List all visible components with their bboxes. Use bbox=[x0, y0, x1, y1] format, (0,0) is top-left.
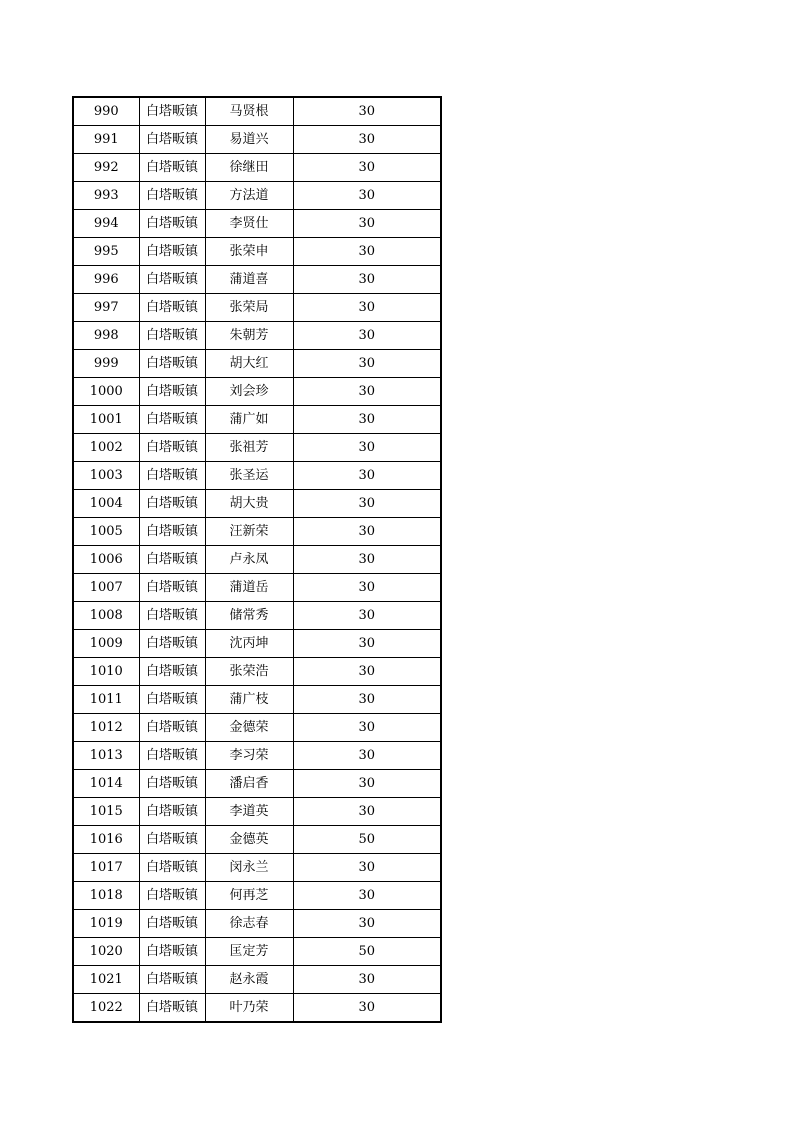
town-cell: 白塔畈镇 bbox=[139, 518, 205, 546]
row-number-cell: 1009 bbox=[73, 630, 139, 658]
town-cell: 白塔畈镇 bbox=[139, 630, 205, 658]
amount-cell: 30 bbox=[293, 434, 441, 462]
town-cell: 白塔畈镇 bbox=[139, 602, 205, 630]
row-number-cell: 994 bbox=[73, 210, 139, 238]
town-cell: 白塔畈镇 bbox=[139, 294, 205, 322]
row-number-cell: 991 bbox=[73, 126, 139, 154]
amount-cell: 30 bbox=[293, 322, 441, 350]
town-cell: 白塔畈镇 bbox=[139, 938, 205, 966]
row-number-cell: 1007 bbox=[73, 574, 139, 602]
row-number-cell: 1012 bbox=[73, 714, 139, 742]
town-cell: 白塔畈镇 bbox=[139, 350, 205, 378]
amount-cell: 30 bbox=[293, 210, 441, 238]
table-row bbox=[73, 462, 441, 490]
table-row bbox=[73, 910, 441, 938]
amount-cell: 30 bbox=[293, 238, 441, 266]
person-name-cell: 刘会珍 bbox=[205, 378, 293, 406]
amount-cell: 30 bbox=[293, 630, 441, 658]
amount-cell: 30 bbox=[293, 714, 441, 742]
amount-cell: 30 bbox=[293, 658, 441, 686]
table-body bbox=[73, 97, 441, 1022]
row-number-cell: 1019 bbox=[73, 910, 139, 938]
table-row bbox=[73, 434, 441, 462]
amount-cell: 30 bbox=[293, 574, 441, 602]
row-number-cell: 1010 bbox=[73, 658, 139, 686]
person-name-cell: 匡定芳 bbox=[205, 938, 293, 966]
row-number-cell: 992 bbox=[73, 154, 139, 182]
person-name-cell: 张圣运 bbox=[205, 462, 293, 490]
person-name-cell: 马贤根 bbox=[205, 97, 293, 126]
row-number-cell: 995 bbox=[73, 238, 139, 266]
town-cell: 白塔畈镇 bbox=[139, 182, 205, 210]
amount-cell: 30 bbox=[293, 490, 441, 518]
town-cell: 白塔畈镇 bbox=[139, 714, 205, 742]
town-cell: 白塔畈镇 bbox=[139, 406, 205, 434]
table-row bbox=[73, 210, 441, 238]
amount-cell: 30 bbox=[293, 854, 441, 882]
town-cell: 白塔畈镇 bbox=[139, 378, 205, 406]
table-row bbox=[73, 854, 441, 882]
person-name-cell: 张荣申 bbox=[205, 238, 293, 266]
amount-cell: 30 bbox=[293, 518, 441, 546]
amount-cell: 30 bbox=[293, 182, 441, 210]
row-number-cell: 1001 bbox=[73, 406, 139, 434]
table-row bbox=[73, 322, 441, 350]
amount-cell: 30 bbox=[293, 97, 441, 126]
table-row bbox=[73, 350, 441, 378]
table-row bbox=[73, 826, 441, 854]
table-row bbox=[73, 742, 441, 770]
town-cell: 白塔畈镇 bbox=[139, 434, 205, 462]
amount-cell: 30 bbox=[293, 602, 441, 630]
person-name-cell: 汪新荣 bbox=[205, 518, 293, 546]
row-number-cell: 1002 bbox=[73, 434, 139, 462]
person-name-cell: 李习荣 bbox=[205, 742, 293, 770]
row-number-cell: 996 bbox=[73, 266, 139, 294]
amount-cell: 30 bbox=[293, 798, 441, 826]
town-cell: 白塔畈镇 bbox=[139, 686, 205, 714]
amount-cell: 30 bbox=[293, 266, 441, 294]
amount-cell: 30 bbox=[293, 882, 441, 910]
amount-cell: 30 bbox=[293, 462, 441, 490]
amount-cell: 30 bbox=[293, 994, 441, 1023]
town-cell: 白塔畈镇 bbox=[139, 882, 205, 910]
town-cell: 白塔畈镇 bbox=[139, 770, 205, 798]
amount-cell: 30 bbox=[293, 126, 441, 154]
town-cell: 白塔畈镇 bbox=[139, 266, 205, 294]
table-row bbox=[73, 238, 441, 266]
person-name-cell: 金德荣 bbox=[205, 714, 293, 742]
table-row bbox=[73, 882, 441, 910]
person-name-cell: 朱朝芳 bbox=[205, 322, 293, 350]
amount-cell: 30 bbox=[293, 350, 441, 378]
row-number-cell: 1017 bbox=[73, 854, 139, 882]
town-cell: 白塔畈镇 bbox=[139, 574, 205, 602]
table-row bbox=[73, 574, 441, 602]
person-name-cell: 潘启香 bbox=[205, 770, 293, 798]
table-row bbox=[73, 770, 441, 798]
person-name-cell: 赵永霞 bbox=[205, 966, 293, 994]
person-name-cell: 蒲广如 bbox=[205, 406, 293, 434]
person-name-cell: 蒲广枝 bbox=[205, 686, 293, 714]
row-number-cell: 1022 bbox=[73, 994, 139, 1023]
person-name-cell: 易道兴 bbox=[205, 126, 293, 154]
table-row bbox=[73, 546, 441, 574]
row-number-cell: 998 bbox=[73, 322, 139, 350]
table-row bbox=[73, 966, 441, 994]
row-number-cell: 1000 bbox=[73, 378, 139, 406]
row-number-cell: 1018 bbox=[73, 882, 139, 910]
town-cell: 白塔畈镇 bbox=[139, 658, 205, 686]
row-number-cell: 1014 bbox=[73, 770, 139, 798]
amount-cell: 50 bbox=[293, 826, 441, 854]
data-table bbox=[72, 96, 442, 1023]
table-row bbox=[73, 686, 441, 714]
person-name-cell: 徐志春 bbox=[205, 910, 293, 938]
row-number-cell: 1004 bbox=[73, 490, 139, 518]
town-cell: 白塔畈镇 bbox=[139, 462, 205, 490]
row-number-cell: 1013 bbox=[73, 742, 139, 770]
row-number-cell: 999 bbox=[73, 350, 139, 378]
amount-cell: 30 bbox=[293, 966, 441, 994]
town-cell: 白塔畈镇 bbox=[139, 154, 205, 182]
town-cell: 白塔畈镇 bbox=[139, 490, 205, 518]
person-name-cell: 叶乃荣 bbox=[205, 994, 293, 1023]
table-row bbox=[73, 378, 441, 406]
amount-cell: 30 bbox=[293, 742, 441, 770]
town-cell: 白塔畈镇 bbox=[139, 854, 205, 882]
amount-cell: 30 bbox=[293, 406, 441, 434]
person-name-cell: 张荣局 bbox=[205, 294, 293, 322]
row-number-cell: 1015 bbox=[73, 798, 139, 826]
table-row bbox=[73, 97, 441, 126]
row-number-cell: 1021 bbox=[73, 966, 139, 994]
table-row bbox=[73, 406, 441, 434]
person-name-cell: 蒲道喜 bbox=[205, 266, 293, 294]
town-cell: 白塔畈镇 bbox=[139, 910, 205, 938]
person-name-cell: 张祖芳 bbox=[205, 434, 293, 462]
person-name-cell: 张荣浩 bbox=[205, 658, 293, 686]
row-number-cell: 1003 bbox=[73, 462, 139, 490]
amount-cell: 50 bbox=[293, 938, 441, 966]
person-name-cell: 卢永凤 bbox=[205, 546, 293, 574]
table-row bbox=[73, 994, 441, 1023]
town-cell: 白塔畈镇 bbox=[139, 238, 205, 266]
town-cell: 白塔畈镇 bbox=[139, 994, 205, 1023]
table-row bbox=[73, 658, 441, 686]
person-name-cell: 李贤仕 bbox=[205, 210, 293, 238]
amount-cell: 30 bbox=[293, 910, 441, 938]
town-cell: 白塔畈镇 bbox=[139, 546, 205, 574]
amount-cell: 30 bbox=[293, 686, 441, 714]
town-cell: 白塔畈镇 bbox=[139, 798, 205, 826]
amount-cell: 30 bbox=[293, 770, 441, 798]
table-row bbox=[73, 294, 441, 322]
town-cell: 白塔畈镇 bbox=[139, 966, 205, 994]
table-row bbox=[73, 182, 441, 210]
person-name-cell: 徐继田 bbox=[205, 154, 293, 182]
person-name-cell: 胡大红 bbox=[205, 350, 293, 378]
person-name-cell: 闵永兰 bbox=[205, 854, 293, 882]
row-number-cell: 1020 bbox=[73, 938, 139, 966]
table-row bbox=[73, 938, 441, 966]
row-number-cell: 1016 bbox=[73, 826, 139, 854]
person-name-cell: 胡大贵 bbox=[205, 490, 293, 518]
row-number-cell: 1005 bbox=[73, 518, 139, 546]
person-name-cell: 何再芝 bbox=[205, 882, 293, 910]
table-row bbox=[73, 602, 441, 630]
amount-cell: 30 bbox=[293, 378, 441, 406]
amount-cell: 30 bbox=[293, 546, 441, 574]
table-row bbox=[73, 630, 441, 658]
town-cell: 白塔畈镇 bbox=[139, 126, 205, 154]
person-name-cell: 蒲道岳 bbox=[205, 574, 293, 602]
town-cell: 白塔畈镇 bbox=[139, 826, 205, 854]
amount-cell: 30 bbox=[293, 154, 441, 182]
town-cell: 白塔畈镇 bbox=[139, 97, 205, 126]
row-number-cell: 1006 bbox=[73, 546, 139, 574]
row-number-cell: 993 bbox=[73, 182, 139, 210]
person-name-cell: 金德英 bbox=[205, 826, 293, 854]
table-row bbox=[73, 714, 441, 742]
person-name-cell: 李道英 bbox=[205, 798, 293, 826]
person-name-cell: 方法道 bbox=[205, 182, 293, 210]
person-name-cell: 储常秀 bbox=[205, 602, 293, 630]
table-row bbox=[73, 490, 441, 518]
town-cell: 白塔畈镇 bbox=[139, 322, 205, 350]
table-row bbox=[73, 154, 441, 182]
row-number-cell: 997 bbox=[73, 294, 139, 322]
town-cell: 白塔畈镇 bbox=[139, 210, 205, 238]
person-name-cell: 沈丙坤 bbox=[205, 630, 293, 658]
table-row bbox=[73, 266, 441, 294]
table-row bbox=[73, 126, 441, 154]
table-row bbox=[73, 798, 441, 826]
row-number-cell: 1008 bbox=[73, 602, 139, 630]
table-row bbox=[73, 518, 441, 546]
row-number-cell: 990 bbox=[73, 97, 139, 126]
town-cell: 白塔畈镇 bbox=[139, 742, 205, 770]
amount-cell: 30 bbox=[293, 294, 441, 322]
row-number-cell: 1011 bbox=[73, 686, 139, 714]
